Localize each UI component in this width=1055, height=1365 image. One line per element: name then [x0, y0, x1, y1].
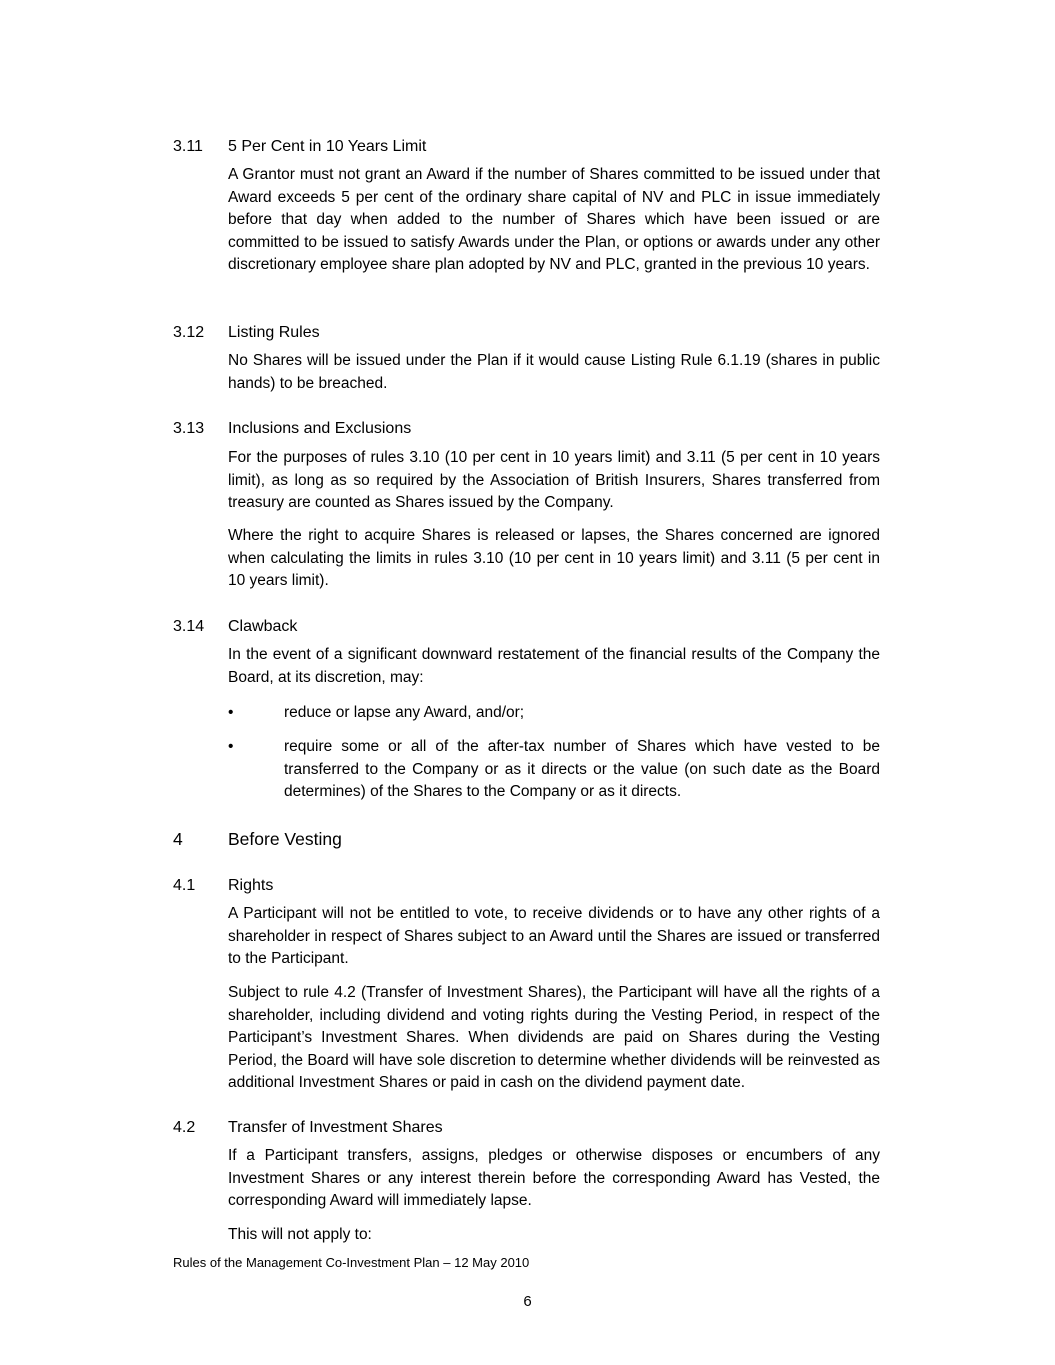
- section-3-14-heading: Clawback: [228, 618, 298, 635]
- section-3-14-bullet-1: reduce or lapse any Award, and/or;: [284, 704, 525, 721]
- section-3-11-paragraph: A Grantor must not grant an Award if the number of Shares committed to be issued under that Award exceeds 5 per cent of the ordinary share capital of NV and PLC in issue immediately before that day when added to the number of Shares which have been issued or are committed to be issued to satisfy Awards under the Plan, or options or awards under any other discretionary employee share plan adopted by NV and PLC, granted in the previous 10 years.: [228, 166, 880, 274]
- section-3-11-number: 3.11: [173, 138, 203, 155]
- section-4-2-paragraph-1: If a Participant transfers, assigns, pledges or otherwise disposes or encumbers of any Investment Shares or any interest therein before the corresponding Award has Vested, the corresponding Award will immediately lapse.: [228, 1147, 880, 1210]
- footer-text: Rules of the Management Co-Investment Plan – 12 May 2010: [173, 1255, 530, 1270]
- section-3-12-paragraph: No Shares will be issued under the Plan if it would cause Listing Rule 6.1.19 (shares in public hands) to be breached.: [228, 352, 880, 392]
- section-3-13-heading: Inclusions and Exclusions: [228, 420, 412, 437]
- section-3-14-bullet-2: require some or all of the after-tax number of Shares which have vested to be transferred to the Company or as it directs or the value (on such date as the Board determines) of the Shares to the Company or as it directs.: [284, 738, 880, 801]
- section-4-1-heading: Rights: [228, 877, 274, 894]
- section-4-number: 4: [173, 829, 183, 849]
- section-3-13-number: 3.13: [173, 420, 205, 437]
- section-3-14-number: 3.14: [173, 618, 205, 635]
- section-3-12-number: 3.12: [173, 324, 205, 341]
- bullet-marker: •: [228, 738, 234, 755]
- section-3-12-heading: Listing Rules: [228, 324, 320, 341]
- section-3-13-paragraph-2: Where the right to acquire Shares is released or lapses, the Shares concerned are ignored when calculating the limits in rules 3.10 (10 per cent in 10 years limit) and 3.11 (5 per cent in 10 years limit).: [228, 527, 880, 590]
- section-4-2-heading: Transfer of Investment Shares: [228, 1119, 443, 1136]
- section-4-2-number: 4.2: [173, 1119, 196, 1136]
- bullet-marker: •: [228, 704, 234, 721]
- section-3-13-paragraph-1: For the purposes of rules 3.10 (10 per cent in 10 years limit) and 3.11 (5 per cent in 10 years limit), as long as so required by the Association of British Insurers, Shares transferred from treasury are counted as Shares issued by the Company.: [228, 449, 880, 512]
- section-4-1-number: 4.1: [173, 877, 196, 894]
- page-number: 6: [523, 1293, 532, 1310]
- section-4-1-paragraph-1: A Participant will not be entitled to vote, to receive dividends or to have any other rights of a shareholder in respect of Shares subject to an Award until the Shares are issued or transferred to the Participant.: [228, 905, 880, 968]
- section-4-heading: Before Vesting: [228, 829, 342, 849]
- section-4-1-paragraph-2: Subject to rule 4.2 (Transfer of Investment Shares), the Participant will have all the rights of a shareholder, including dividend and voting rights during the Vesting Period, in respect of the Participant’s Investment Shares. When dividends are paid on Shares during the Vesting Period, the Board will have sole discretion to determine whether dividends will be reinvested as additional Investment Shares or paid in cash on the dividend payment date.: [228, 984, 880, 1092]
- section-4-2-paragraph-2: This will not apply to:: [228, 1226, 372, 1243]
- section-3-11-heading: 5 Per Cent in 10 Years Limit: [228, 138, 427, 155]
- section-3-14-paragraph: In the event of a significant downward restatement of the financial results of the Company the Board, at its discretion, may:: [228, 646, 880, 686]
